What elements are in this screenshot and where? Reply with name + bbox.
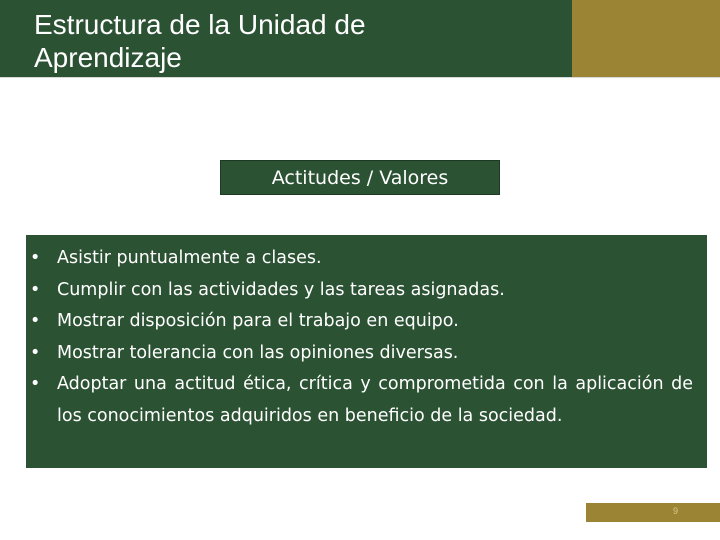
- slide-title: Estructura de la Unidad de Aprendizaje: [34, 9, 366, 73]
- bullet-item: [30, 338, 693, 370]
- bullet-icon: •: [30, 342, 41, 363]
- title-bar: [0, 0, 572, 77]
- section-label: Actitudes / Valores: [220, 160, 500, 195]
- bullet-icon: •: [30, 279, 41, 300]
- bullet-text: Cumplir con las actividades y las tareas asignadas.: [57, 279, 505, 300]
- title-divider: [0, 77, 720, 78]
- bullet-text: Asistir puntualmente a clases.: [57, 248, 322, 268]
- bullet-icon: •: [30, 311, 41, 331]
- footer-bar: [586, 503, 720, 522]
- bullet-text: Mostrar tolerancia con las opiniones diversas.: [57, 342, 459, 363]
- bullet-item: [30, 275, 693, 307]
- bullet-list: [26, 235, 707, 432]
- bullet-item: [30, 306, 693, 338]
- bullet-text: Adoptar una actitud ética, crítica y comprometida con la aplicación de los conocimientos adquiridos en beneficio de la sociedad.: [57, 374, 693, 426]
- bullet-icon: •: [30, 374, 41, 394]
- bullet-item: [30, 369, 693, 432]
- content-box: [26, 235, 707, 468]
- bullet-text: Mostrar disposición para el trabajo en equipo.: [57, 311, 459, 331]
- bullet-icon: •: [30, 248, 41, 268]
- bullet-item: [30, 243, 693, 275]
- title-accent-block: [572, 0, 720, 77]
- page-number: 9: [672, 506, 678, 516]
